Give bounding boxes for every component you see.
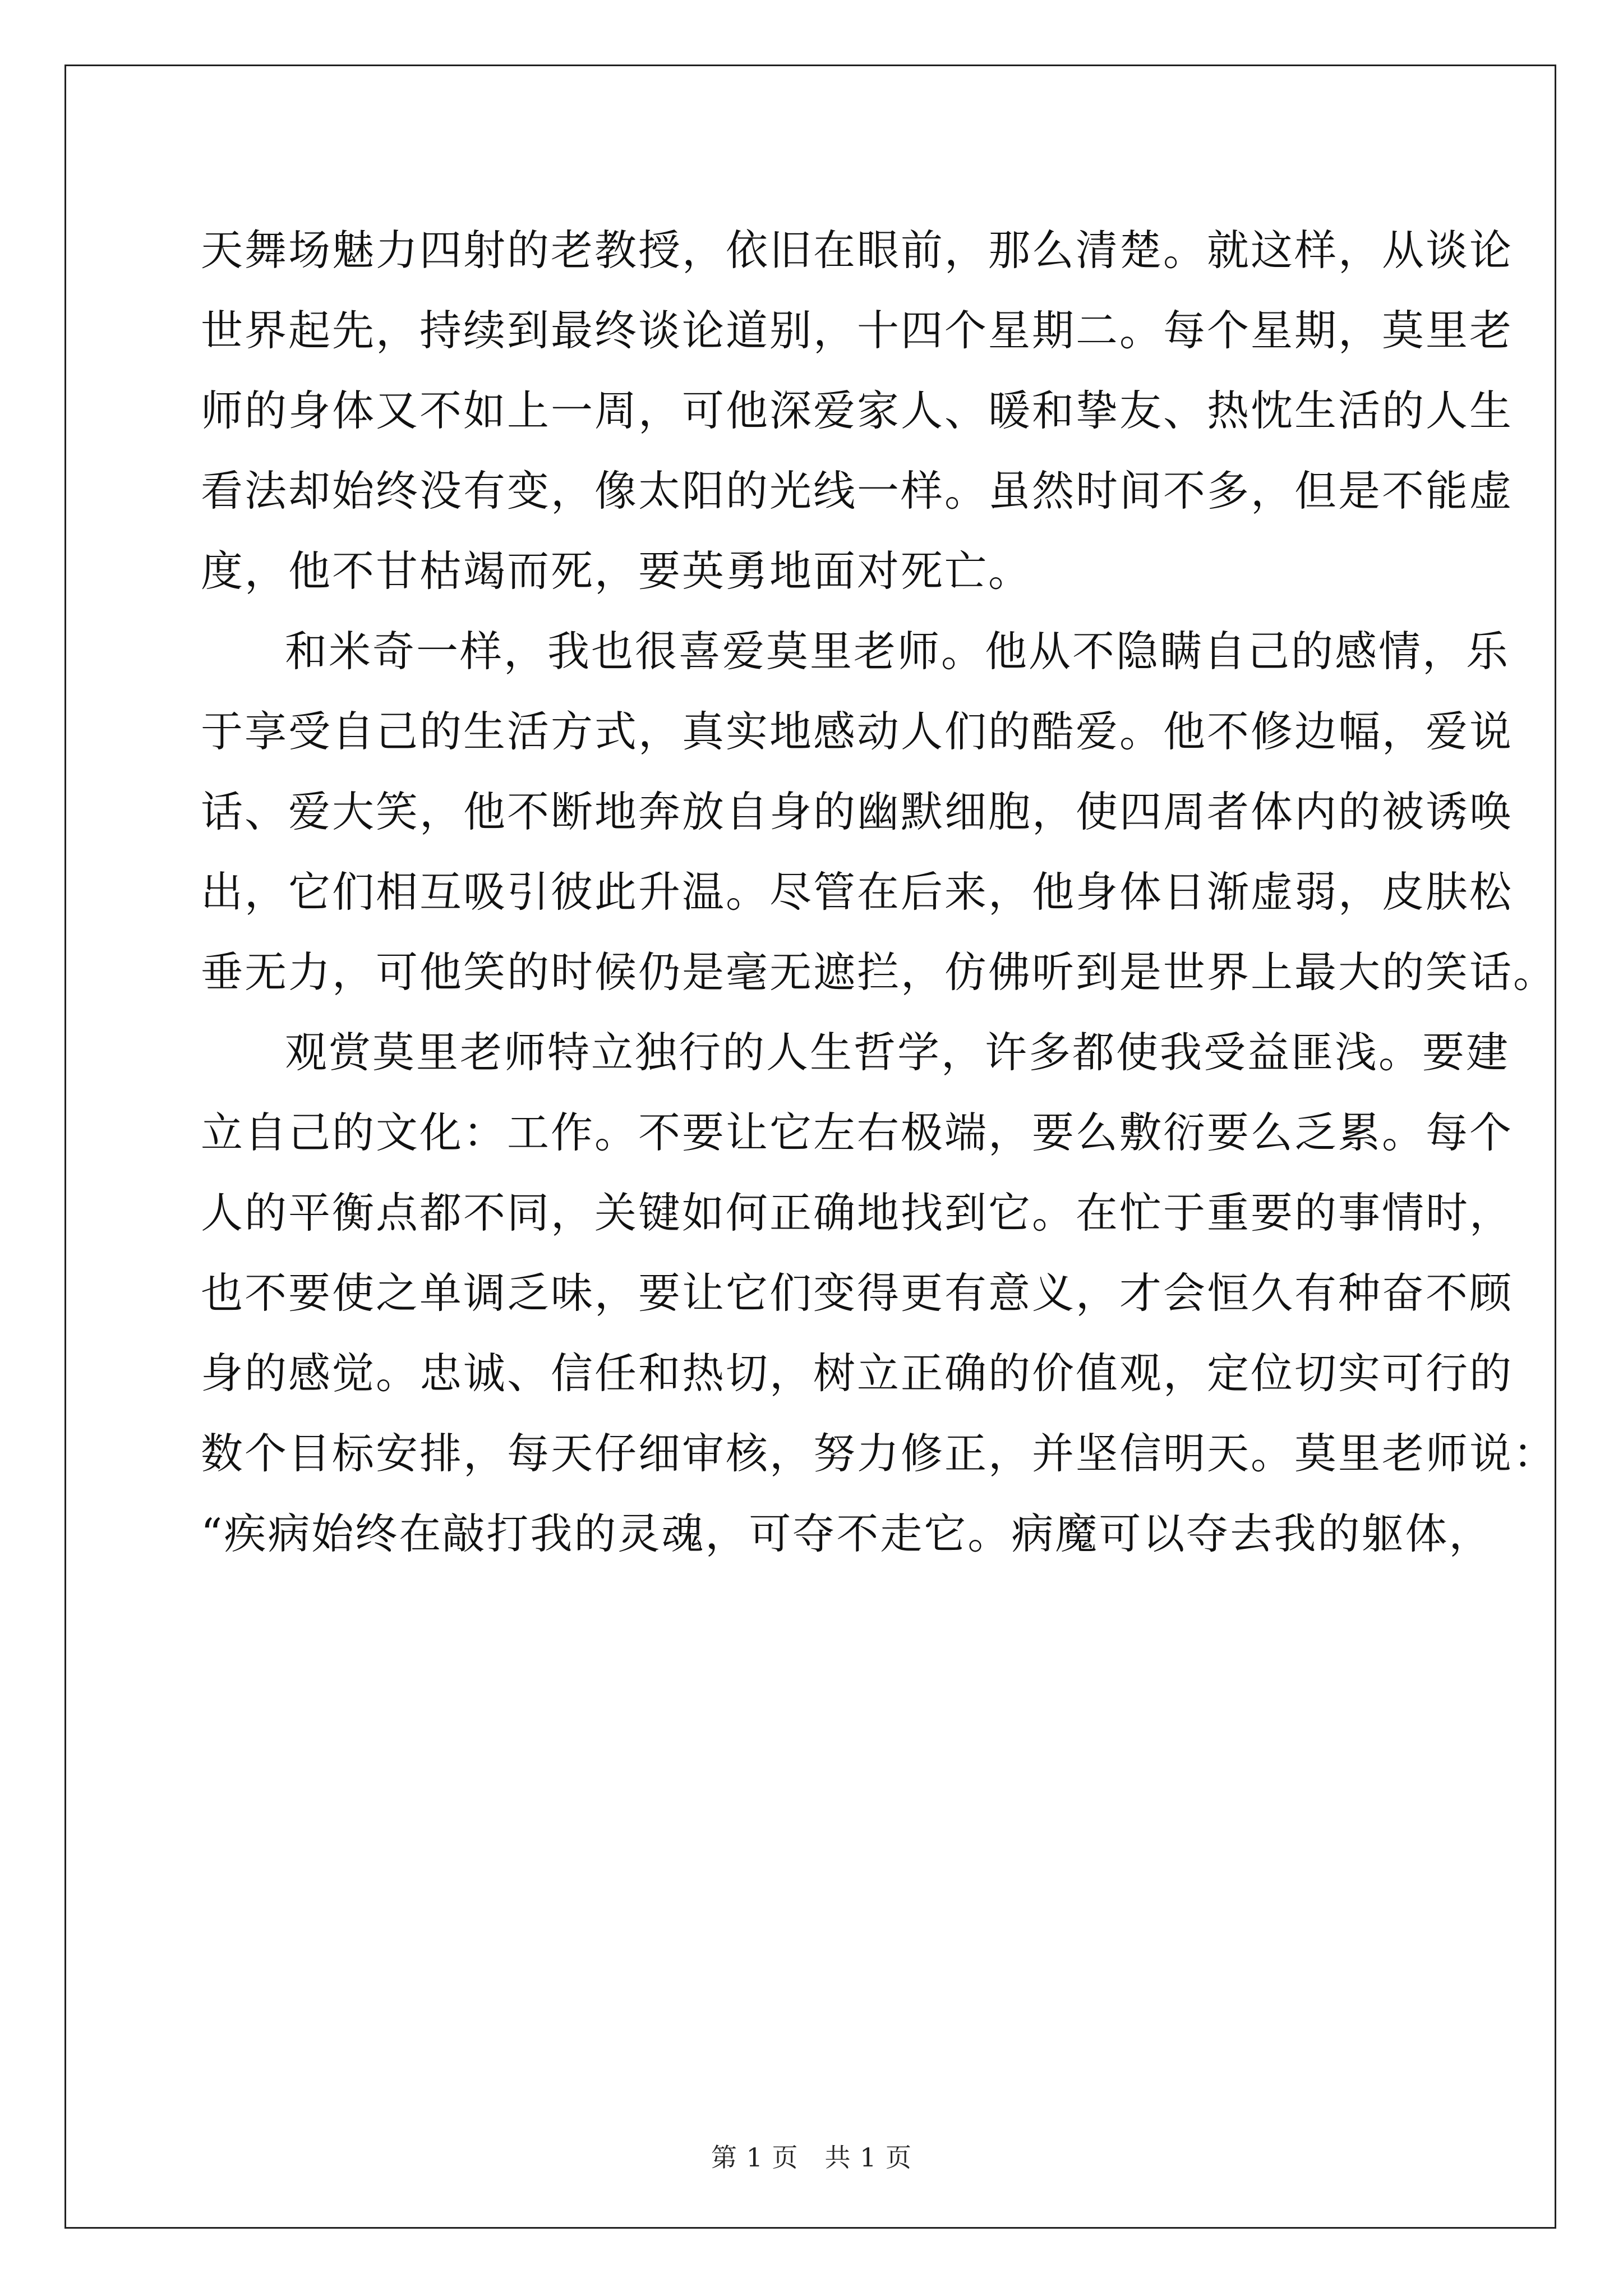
text-line: 人的平衡点都不同，关键如何正确地找到它。在忙于重要的事情时， bbox=[201, 1188, 1514, 1237]
text-line: 也不要使之单调乏味，要让它们变得更有意义，才会恒久有种奋不顾 bbox=[201, 1268, 1514, 1318]
text-line: 于享受自己的生活方式，真实地感动人们的酷爱。他不修边幅，爱说 bbox=[201, 707, 1514, 756]
text-line: 观赏莫里老师特立独行的人生哲学，许多都使我受益匪浅。要建 bbox=[285, 1028, 1510, 1077]
text-line: 话、爱大笑，他不断地奔放自身的幽默细胞，使四周者体内的被诱唤 bbox=[201, 787, 1514, 836]
text-line: 数个目标安排，每天仔细审核，努力修正，并坚信明天。莫里老师说： bbox=[201, 1429, 1557, 1478]
text-line: 看法却始终没有变，像太阳的光线一样。虽然时间不多，但是不能虚 bbox=[201, 466, 1514, 516]
text-line: 出，它们相互吸引彼此升温。尽管在后来，他身体日渐虚弱，皮肤松 bbox=[201, 867, 1514, 917]
text-line: 师的身体又不如上一周，可他深爱家人、暖和挚友、热忱生活的人生 bbox=[201, 386, 1514, 435]
text-line: 垂无力，可他笑的时候仍是毫无遮拦，仿佛听到是世界上最大的笑话。 bbox=[201, 947, 1557, 997]
text-line: “疾病始终在敲打我的灵魂，可夺不走它。病魔可以夺去我的躯体， bbox=[201, 1509, 1493, 1558]
page-footer: 第 1 页 共 1 页 bbox=[711, 2142, 912, 2173]
text-line: 立自己的文化：工作。不要让它左右极端，要么敷衍要么乏累。每个 bbox=[201, 1108, 1514, 1157]
text-line: 和米奇一样，我也很喜爱莫里老师。他从不隐瞒自己的感情，乐 bbox=[285, 627, 1510, 676]
text-line: 天舞场魅力四射的老教授，依旧在眼前，那么清楚。就这样，从谈论 bbox=[201, 226, 1514, 275]
document-body bbox=[201, 210, 1557, 1574]
text-line: 度，他不甘枯竭而死，要英勇地面对死亡。 bbox=[201, 546, 1032, 596]
text-line: 身的感觉。忠诚、信任和热切，树立正确的价值观，定位切实可行的 bbox=[201, 1349, 1514, 1398]
text-line: 世界起先，持续到最终谈论道别，十四个星期二。每个星期，莫里老 bbox=[201, 306, 1514, 355]
